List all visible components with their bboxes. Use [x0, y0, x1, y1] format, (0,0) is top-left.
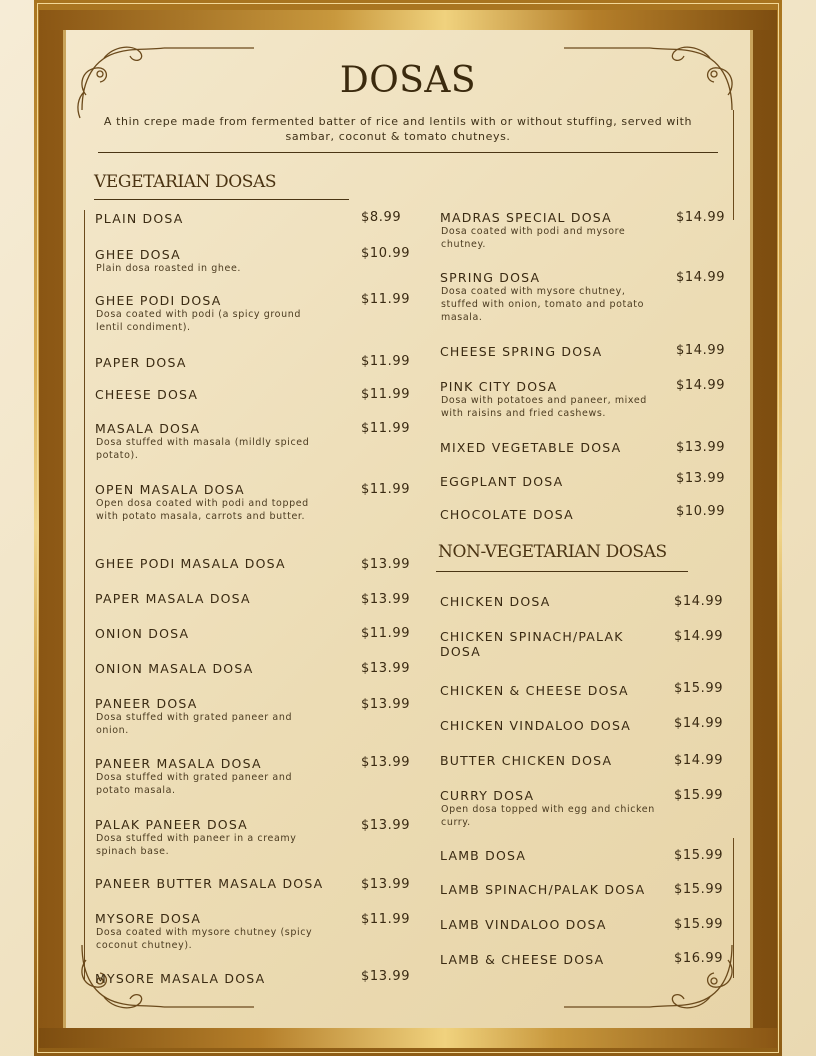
menu-item-description: Dosa coated with podi and mysore chutney.: [441, 226, 626, 250]
menu-item-price: $10.99: [676, 504, 726, 519]
menu-item-price: $14.99: [674, 629, 724, 644]
menu-item-name: GHEE PODI MASALA DOSA: [95, 556, 286, 571]
menu-item-name: MADRAS SPECIAL DOSA: [440, 210, 612, 225]
right-border-line-lower: [733, 838, 734, 978]
menu-item-name: CURRY DOSA: [440, 788, 535, 803]
menu-item-description: Dosa stuffed with grated paneer and onion.: [96, 712, 293, 736]
menu-item-name: ONION MASALA DOSA: [95, 661, 254, 676]
menu-item-price: $14.99: [676, 343, 726, 358]
menu-item-price: $11.99: [361, 354, 411, 369]
page-subtitle: A thin crepe made from fermented batter of rice and lentils with or without stuffing, served with sambar, coconut & tomato chutneys.: [103, 115, 693, 143]
section-heading-vegetarian: VEGETARIAN DOSAS: [94, 172, 277, 192]
menu-item-name: PANEER MASALA DOSA: [95, 756, 262, 771]
section-heading-non-vegetarian: NON-VEGETARIAN DOSAS: [438, 542, 667, 562]
menu-item-name: LAMB & CHEESE DOSA: [440, 952, 605, 967]
menu-item-price: $14.99: [674, 753, 724, 768]
menu-item-price: $10.99: [361, 246, 411, 261]
page-title: DOSAS: [339, 60, 477, 101]
menu-item-name: CHEESE SPRING DOSA: [440, 344, 603, 359]
menu-item-description: Dosa coated with mysore chutney (spicy coconut chutney).: [96, 927, 313, 951]
menu-item-name: MASALA DOSA: [95, 421, 201, 436]
menu-item-price: $14.99: [676, 270, 726, 285]
menu-item-name: ONION DOSA: [95, 626, 190, 641]
nonveg-heading-underline: [436, 571, 688, 572]
menu-item-name: CHEESE DOSA: [95, 387, 199, 402]
menu-item-price: $11.99: [361, 912, 411, 927]
menu-item-price: $16.99: [674, 951, 724, 966]
menu-item-name: PLAIN DOSA: [95, 211, 184, 226]
menu-item-name: PANEER BUTTER MASALA DOSA: [95, 876, 324, 891]
menu-item-price: $15.99: [674, 788, 724, 803]
menu-item-name: BUTTER CHICKEN DOSA: [440, 753, 613, 768]
menu-item-price: $13.99: [676, 440, 726, 455]
menu-item-name: GHEE DOSA: [95, 247, 181, 262]
menu-item-price: $13.99: [361, 557, 411, 572]
title-divider: [98, 152, 718, 153]
menu-item-price: $11.99: [361, 387, 411, 402]
menu-item-price: $13.99: [361, 969, 411, 984]
corner-ornament-bottom-right-icon: [560, 935, 740, 1015]
menu-item-price: $11.99: [361, 482, 411, 497]
menu-item-price: $14.99: [676, 210, 726, 225]
menu-item-name: CHICKEN DOSA: [440, 594, 551, 609]
menu-item-name: CHOCOLATE DOSA: [440, 507, 574, 522]
menu-item-price: $14.99: [676, 378, 726, 393]
menu-item-price: $15.99: [674, 917, 724, 932]
menu-item-name: LAMB VINDALOO DOSA: [440, 917, 607, 932]
menu-item-description: Open dosa coated with podi and topped with potato masala, carrots and butter.: [96, 498, 309, 522]
menu-item-description: Dosa stuffed with grated paneer and potato masala.: [96, 772, 293, 796]
menu-item-price: $15.99: [674, 848, 724, 863]
menu-item-name: PAPER MASALA DOSA: [95, 591, 251, 606]
menu-item-price: $11.99: [361, 292, 411, 307]
menu-item-description: Plain dosa roasted in ghee.: [96, 263, 242, 274]
menu-item-price: $14.99: [674, 716, 724, 731]
menu-item-price: $11.99: [361, 421, 411, 436]
menu-item-name: CHICKEN & CHEESE DOSA: [440, 683, 629, 698]
menu-item-name: MIXED VEGETABLE DOSA: [440, 440, 622, 455]
menu-item-description: Dosa coated with mysore chutney, stuffed with onion, tomato and potato masala.: [441, 286, 644, 323]
menu-item-description: Dosa with potatoes and paneer, mixed with raisins and fried cashews.: [441, 395, 647, 419]
menu-item-name: OPEN MASALA DOSA: [95, 482, 245, 497]
menu-item-price: $13.99: [361, 818, 411, 833]
menu-item-name: PALAK PANEER DOSA: [95, 817, 248, 832]
menu-item-name: PINK CITY DOSA: [440, 379, 558, 394]
bottom-gold-band: [39, 1028, 777, 1048]
menu-item-name: GHEE PODI DOSA: [95, 293, 222, 308]
menu-item-price: $15.99: [674, 882, 724, 897]
menu-item-price: $13.99: [361, 661, 411, 676]
menu-item-price: $15.99: [674, 681, 724, 696]
menu-item-price: $13.99: [361, 755, 411, 770]
menu-item-name: CHICKEN VINDALOO DOSA: [440, 718, 632, 733]
right-border-line: [733, 110, 734, 220]
menu-item-description: Dosa coated with podi (a spicy ground lentil condiment).: [96, 309, 301, 333]
menu-item-description: Open dosa topped with egg and chicken curry.: [441, 804, 655, 828]
menu-item-price: $13.99: [361, 592, 411, 607]
menu-item-name: MYSORE MASALA DOSA: [95, 971, 266, 986]
top-gold-band: [39, 10, 777, 30]
menu-item-name: CHICKEN SPINACH/PALAK DOSA: [440, 629, 624, 659]
menu-item-price: $11.99: [361, 626, 411, 641]
menu-item-name: MYSORE DOSA: [95, 911, 202, 926]
menu-item-price: $13.99: [361, 877, 411, 892]
menu-item-description: Dosa stuffed with paneer in a creamy spinach base.: [96, 833, 297, 857]
veg-heading-underline: [94, 199, 349, 200]
left-border-line: [84, 210, 85, 980]
menu-item-name: LAMB SPINACH/PALAK DOSA: [440, 882, 646, 897]
menu-item-name: SPRING DOSA: [440, 270, 541, 285]
menu-item-name: LAMB DOSA: [440, 848, 527, 863]
menu-item-price: $14.99: [674, 594, 724, 609]
menu-item-name: PAPER DOSA: [95, 355, 187, 370]
menu-item-name: EGGPLANT DOSA: [440, 474, 564, 489]
menu-item-name: PANEER DOSA: [95, 696, 198, 711]
menu-item-description: Dosa stuffed with masala (mildly spiced potato).: [96, 437, 310, 461]
menu-item-price: $13.99: [676, 471, 726, 486]
menu-item-price: $8.99: [361, 210, 402, 225]
menu-item-price: $13.99: [361, 697, 411, 712]
